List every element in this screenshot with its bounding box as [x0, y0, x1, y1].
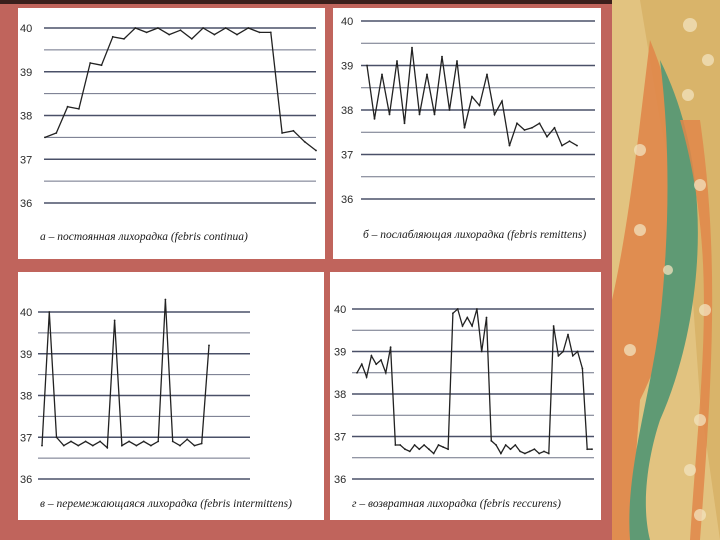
chart-d-data-point [356, 372, 358, 374]
chart-d-data-point [505, 444, 507, 446]
chart-a-data-point [214, 34, 216, 36]
chart-b-data-point [419, 114, 421, 116]
chart-d-data-point [466, 317, 468, 319]
chart-d-grid [352, 309, 594, 479]
chart-b-tick-label: 40 [341, 16, 354, 28]
chart-b-data-point [531, 127, 533, 129]
chart-b-data-point [366, 65, 368, 67]
chart-b-data-point [546, 136, 548, 138]
chart-d-data-point [543, 451, 545, 453]
chart-b-data-point [396, 60, 398, 62]
chart-d-data-point [418, 448, 420, 450]
chart-c-data-point [70, 441, 72, 443]
chart-b-data-point [524, 129, 526, 131]
chart-d-data-point [414, 444, 416, 446]
chart-a-data-point [123, 38, 125, 40]
chart-d-data-point [471, 325, 473, 327]
chart-d-tick-label: 36 [334, 474, 347, 486]
chart-d-tick-label: 37 [334, 431, 347, 444]
chart-c-data-point [77, 445, 79, 447]
chart-a-ticks [20, 23, 32, 210]
chart-d-data-point [438, 444, 440, 446]
chart-b-data-point [576, 145, 578, 147]
chart-c-data-point [121, 445, 123, 447]
chart-a-tick-label: 36 [20, 198, 33, 210]
chart-d-data-point [534, 448, 536, 450]
chart-a-grid [44, 28, 316, 203]
chart-c-data-point [99, 441, 101, 443]
chart-d-data-point [553, 325, 555, 327]
chart-b-data-point [539, 122, 541, 124]
chart-d-data-point [399, 444, 401, 446]
chart-d-data-point [495, 444, 497, 446]
chart-d-data-point [447, 448, 449, 450]
chart-b-data-point [501, 100, 503, 102]
chart-d-data-point [385, 372, 387, 374]
chart-d-data-point [591, 448, 593, 450]
chart-d-data-point [538, 453, 540, 455]
chart-c-data-point [41, 445, 43, 447]
chart-c-data-point [63, 445, 65, 447]
chart-panel-b [333, 8, 601, 259]
chart-b-tick-label: 39 [341, 60, 354, 73]
chart-b-svg [333, 8, 601, 259]
chart-d-data-point [548, 453, 550, 455]
chart-a-data-point [281, 132, 283, 134]
chart-b-data-point [561, 145, 563, 147]
chart-b-data-point [434, 114, 436, 116]
chart-a-tick-label: 38 [20, 110, 33, 123]
chart-c-data-point [186, 438, 188, 440]
chart-a-data-point [180, 29, 182, 31]
chart-c-data-point [208, 345, 210, 347]
chart-d-data-point [500, 453, 502, 455]
chart-c-data-point [85, 441, 87, 443]
chart-a-data-point [89, 62, 91, 64]
chart-a-data-point [168, 34, 170, 36]
chart-panel-c [18, 272, 324, 520]
chart-b-ticks [341, 16, 353, 206]
chart-a-tick-label: 40 [20, 23, 33, 35]
chart-d-tick-label: 38 [334, 389, 347, 401]
chart-a-data-point [157, 27, 159, 29]
chart-b-tick-label: 36 [341, 194, 354, 206]
chart-b-data-point [411, 47, 413, 49]
chart-a-data-point [134, 27, 136, 29]
chart-d-data-point [514, 444, 516, 446]
chart-panel-a [18, 8, 325, 259]
chart-d-data-point [395, 444, 397, 446]
chart-b-data-point [494, 114, 496, 116]
chart-d-data-point [371, 355, 373, 357]
chart-b-tick-label: 37 [341, 149, 354, 162]
chart-a-data-point [225, 27, 227, 29]
chart-c-data-point [106, 447, 108, 449]
chart-a-data-point [315, 150, 317, 152]
chart-c-data-point [92, 445, 94, 447]
chart-c-data-point [201, 443, 203, 445]
chart-a-tick-label: 37 [20, 154, 33, 167]
chart-d-data-point [442, 446, 444, 448]
chart-a-data-point [112, 36, 114, 38]
chart-c-data-point [143, 441, 145, 443]
chart-c-data-point [128, 441, 130, 443]
chart-d-data-point [404, 448, 406, 450]
chart-d-data-point [567, 334, 569, 336]
chart-d-data-point [586, 448, 588, 450]
chart-c-grid [38, 312, 250, 479]
chart-b-data-point [389, 114, 391, 116]
chart-a-data-point [44, 137, 46, 139]
chart-a-svg [18, 8, 325, 259]
chart-d-ticks [334, 304, 346, 486]
chart-b-data-point [486, 74, 488, 76]
chart-a-temperature-line [45, 28, 316, 151]
chart-d-data-point [409, 451, 411, 453]
chart-d-data-point [380, 359, 382, 361]
chart-b-data-point [471, 96, 473, 98]
chart-c-tick-label: 38 [20, 390, 33, 403]
chart-d-data-point [366, 376, 368, 378]
chart-a-data-point [259, 32, 261, 34]
chart-d-data-point [529, 451, 531, 453]
chart-a-data-point [101, 64, 103, 66]
chart-b-grid [361, 21, 595, 199]
chart-b-data-point [509, 145, 511, 147]
chart-a-data-point [146, 32, 148, 34]
chart-d-data-point [457, 308, 459, 310]
chart-c-tick-label: 39 [20, 348, 33, 361]
chart-a-points [44, 27, 317, 151]
chart-c-data-point [56, 436, 58, 438]
chart-a-tick-label: 39 [20, 66, 33, 79]
chart-a-data-point [247, 27, 249, 29]
chart-d-data-point [510, 448, 512, 450]
chart-a-data-point [202, 27, 204, 29]
chart-d-data-point [390, 346, 392, 348]
chart-b-data-point [449, 109, 451, 111]
chart-a-data-point [55, 132, 57, 134]
chart-c-data-point [157, 441, 159, 443]
chart-d-data-point [481, 351, 483, 353]
chart-c-data-point [136, 445, 138, 447]
chart-b-data-point [374, 118, 376, 120]
chart-b-data-point [441, 56, 443, 58]
chart-c-data-point [165, 299, 167, 301]
chart-d-data-point [558, 355, 560, 357]
chart-c-data-point [179, 445, 181, 447]
chart-d-data-point [562, 351, 564, 353]
chart-c-data-point [194, 445, 196, 447]
chart-c-data-point [114, 320, 116, 322]
chart-a-caption: а – постоянная лихорадка (febris continua) [40, 231, 248, 243]
chart-b-data-point [479, 105, 481, 107]
chart-b-points [366, 47, 578, 147]
chart-b-data-point [516, 122, 518, 124]
chart-c-svg [18, 272, 324, 520]
chart-a-data-point [67, 106, 69, 108]
chart-b-caption: б – послабляющая лихорадка (febris remittens) [363, 229, 587, 241]
chart-b-data-point [554, 127, 556, 129]
chart-c-ticks [20, 307, 32, 486]
chart-b-data-point [381, 74, 383, 76]
chart-b-tick-label: 38 [341, 105, 354, 117]
chart-b-data-point [456, 60, 458, 62]
chart-c-data-point [172, 441, 174, 443]
chart-d-data-point [572, 355, 574, 357]
chart-a-data-point [270, 32, 272, 34]
chart-d-data-point [577, 351, 579, 353]
chart-d-data-point [582, 368, 584, 370]
chart-d-data-point [452, 312, 454, 314]
chart-c-tick-label: 40 [20, 307, 33, 319]
chart-d-data-point [423, 444, 425, 446]
chart-b-data-point [464, 127, 466, 129]
chart-d-data-point [375, 363, 377, 365]
chart-a-data-point [78, 108, 80, 110]
chart-d-data-point [361, 363, 363, 365]
chart-c-caption: в – перемежающаяся лихорадка (febris intermittens) [40, 498, 292, 510]
chart-d-data-point [428, 448, 430, 450]
chart-b-data-point [569, 140, 571, 142]
chart-c-data-point [150, 445, 152, 447]
chart-c-temperature-line [42, 300, 209, 448]
chart-a-data-point [293, 130, 295, 132]
chart-d-tick-label: 40 [334, 304, 347, 316]
chart-d-svg [330, 272, 601, 520]
chart-c-points [41, 299, 210, 449]
chart-d-data-point [519, 451, 521, 453]
chart-c-data-point [48, 311, 50, 313]
chart-d-tick-label: 39 [334, 346, 347, 359]
chart-d-data-point [433, 453, 435, 455]
chart-b-data-point [426, 74, 428, 76]
chart-panel-d [330, 272, 601, 520]
chart-d-data-point [524, 453, 526, 455]
chart-d-data-point [476, 308, 478, 310]
decorative-strip [612, 0, 720, 540]
chart-d-caption: г – возвратная лихорадка (febris reccurens) [352, 498, 561, 510]
chart-a-data-point [191, 38, 193, 40]
chart-d-data-point [490, 440, 492, 442]
chart-d-data-point [486, 317, 488, 319]
chart-a-data-point [236, 34, 238, 36]
chart-a-data-point [304, 141, 306, 143]
chart-c-tick-label: 37 [20, 432, 33, 445]
chart-c-tick-label: 36 [20, 474, 33, 486]
chart-d-data-point [462, 325, 464, 327]
chart-b-data-point [404, 122, 406, 124]
